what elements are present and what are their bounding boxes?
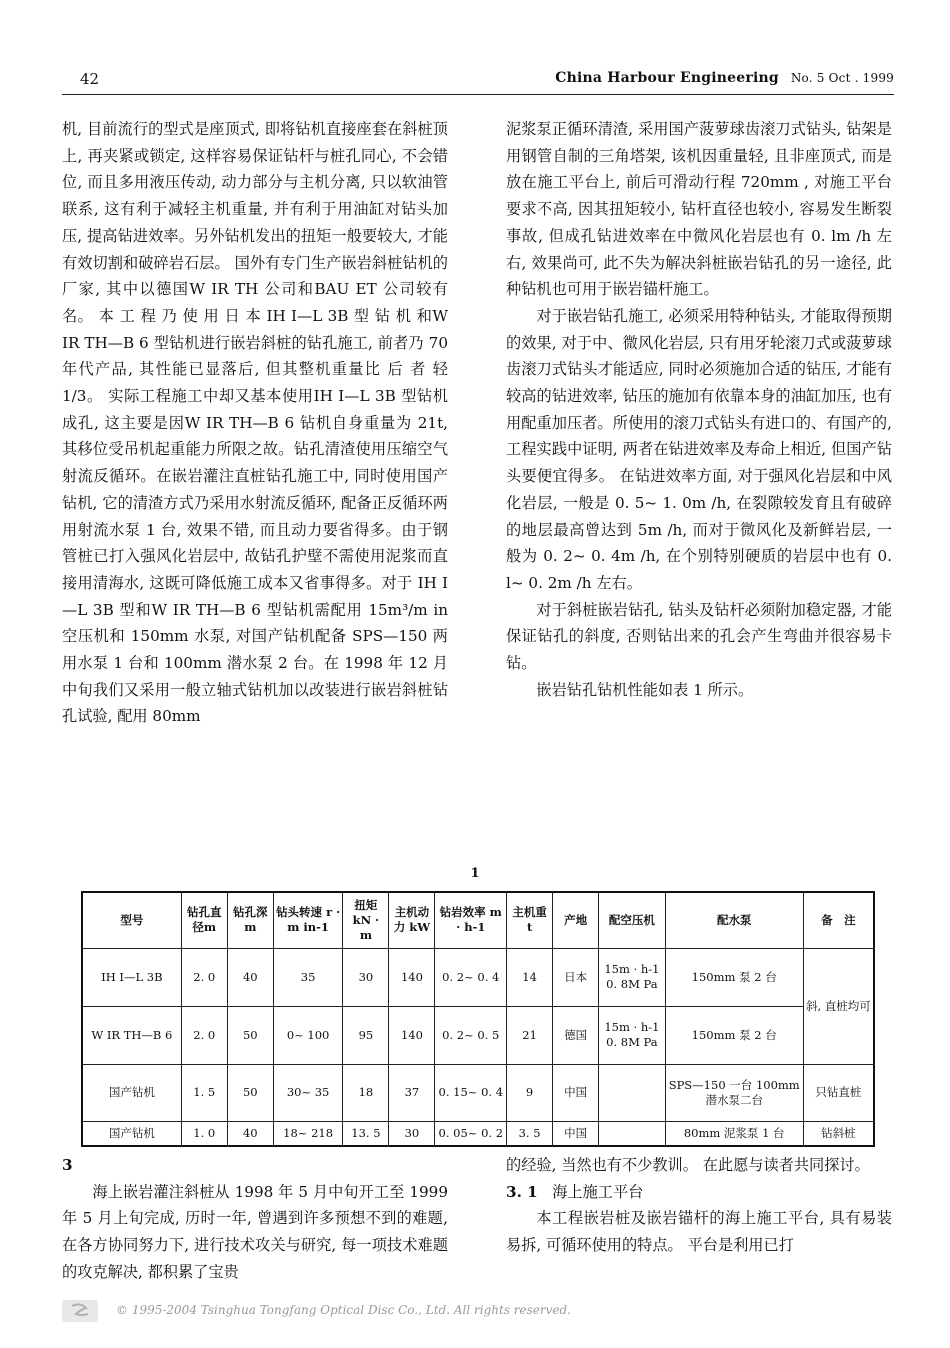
table-cell: 50: [227, 1006, 273, 1064]
table-cell: 150mm 泵 2 台: [665, 948, 803, 1006]
section-3-right: [506, 1152, 892, 1259]
table-row: [82, 1121, 874, 1146]
table-cell: 35: [273, 948, 343, 1006]
table-cell: 2. 0: [181, 948, 227, 1006]
table-cell: 1. 0: [181, 1121, 227, 1146]
table-cell: 50: [227, 1064, 273, 1121]
table-cell: [599, 1064, 666, 1121]
table-header-cell: 主机重 t: [507, 892, 553, 948]
left-paragraph-1: 机, 目前流行的型式是座顶式, 即将钻机直接座套在斜桩顶上, 再夹紧或锁定, 这样容易保证钻杆与桩孔同心, 不会错位, 而且多用液压传动, 动力部分与主机分离, 只以软油管联系, 这有利于减轻主机重量, 并有利于用油缸对钻头加压, 提高钻进效率。另外钻机发出的扭矩一般要较大, 才能有效切割和破碎岩石层。 国外有专门生产嵌岩斜桩钻机的厂家, 其中以德国W IR TH 公司和BAU ET 公司较有名。 本 工 程 乃 使 用 日 本 IH I—L 3B 型 钻 机 和W IR TH—B 6 型钻机进行嵌岩斜桩的钻孔施工, 前者乃 70 年代产品, 其性能已显落后, 但其整机重量比 后 者 轻 1/3。 实际工程施工中却又基本使用IH I—L 3B 型钻机成孔, 这主要是因W IR TH—B 6 钻机自身重量为 21t, 其移位受吊机起重能力所限之故。钻孔清渣使用压缩空气射流反循环。在嵌岩灌注直桩钻孔施工中, 同时使用国产钻机, 它的清渣方式乃采用水射流反循环, 配备正反循环两用射流水泵 1 台, 效果不错, 而且动力要省得多。由于钢管桩已打入强风化岩层中, 故钻孔护壁不需使用泥浆而直接用清海水, 这既可降低施工成本又省事得多。对于 IH I—L 3B 型和W IR TH—B 6 型钻机需配用 15m³/m in 空压机和 150mm 水泵, 对国产钻机配备 SPS—150 两用水泵 1 台和 100mm 潜水泵 2 台。在 1998 年 12 月中旬我们又采用一般立轴式钻机加以改装进行嵌岩斜桩钻孔试验, 配用 80mm: [62, 120, 448, 726]
table-cell: 0. 15~ 0. 4: [435, 1064, 507, 1121]
table-cell: 德国: [553, 1006, 599, 1064]
left-column: [62, 116, 448, 730]
section-number: 3: [62, 1156, 73, 1174]
table-cell: 40: [227, 948, 273, 1006]
page-number: 42: [80, 70, 100, 88]
subsection-paragraph: 本工程嵌岩桩及嵌岩锚杆的海上施工平台, 具有易装易拆, 可循环使用的特点。 平台是利用已打: [506, 1209, 892, 1255]
table-cell: 95: [343, 1006, 389, 1064]
table-cell: 14: [507, 948, 553, 1006]
table-cell: 37: [389, 1064, 435, 1121]
journal-issue: No. 5 Oct . 1999: [790, 71, 894, 85]
table-cell: 国产钻机: [82, 1064, 181, 1121]
table-cell: W IR TH—B 6: [82, 1006, 181, 1064]
section-3-paragraph-1-cont: 的经验, 当然也有不少教训。 在此愿与读者共同探讨。: [506, 1156, 870, 1174]
table-header-cell: 钻孔深m: [227, 892, 273, 948]
table-header-cell: 型号: [82, 892, 181, 948]
table-cell: 13. 5: [343, 1121, 389, 1146]
section-3-left: [62, 1152, 448, 1286]
table-cell: 140: [389, 948, 435, 1006]
section-3-paragraph-1: 海上嵌岩灌注斜桩从 1998 年 5 月中旬开工至 1999 年 5 月上旬完成, 历时一年, 曾遇到许多预想不到的难题, 在各方协同努力下, 进行技术攻关与研究, 每一项技术难题的攻克解决, 都积累了宝贵: [62, 1182, 448, 1281]
table-cell: 9: [507, 1064, 553, 1121]
table-cell: 3. 5: [507, 1121, 553, 1146]
page-header: [62, 70, 894, 95]
journal-name: China Harbour Engineering: [555, 70, 779, 86]
table-cell: 0. 2~ 0. 5: [435, 1006, 507, 1064]
table-row: [82, 1064, 874, 1121]
journal-title: [555, 70, 894, 86]
table-header-cell: 钻岩效率 m · h-1: [435, 892, 507, 948]
table-cell: 18~ 218: [273, 1121, 343, 1146]
table-cell: 18: [343, 1064, 389, 1121]
right-paragraph-2: 对于嵌岩钻孔施工, 必须采用特种钻头, 才能取得预期的效果, 对于中、微风化岩层, 只有用牙轮滚刀式或菠萝球齿滚刀式钻头才能适应, 同时必须施加合适的钻压, 才能有较高的钻进效率, 钻压的施加有依靠本身的油缸加压, 也有用配重加压者。所使用的滚刀式钻头有进口的、有国产的, 工程实践中证明, 两者在钻进效率及寿命上相近, 但国产钻头要便宜得多。 在钻进效率方面, 对于强风化岩层和中风化岩层, 一般是 0. 5~ 1. 0m /h, 在裂隙较发育且有破碎的地层最高曾达到 5m /h, 而对于微风化及新鲜岩层, 一般为 0. 2~ 0. 4m /h, 在个别特别硬质的岩层中也有 0. l~ 0. 2m /h 左右。: [506, 306, 892, 592]
subsection-number: 3. 1: [506, 1182, 538, 1201]
table-cell: 1. 5: [181, 1064, 227, 1121]
table-header-cell: 配空压机: [599, 892, 666, 948]
table-cell: IH I—L 3B: [82, 948, 181, 1006]
table-cell: 日本: [553, 948, 599, 1006]
table-cell: SPS—150 一台 100mm 潜水泵二台: [665, 1064, 803, 1121]
right-paragraph-1: 泥浆泵正循环清渣, 采用国产菠萝球齿滚刀式钻头, 钻架是用钢管自制的三角塔架, 该机因重量轻, 且非座顶式, 而是放在施工平台上, 前后可滑动行程 720mm , 对施工平台要求不高, 因其扭矩较小, 钻杆直径也较小, 容易发生断裂事故, 但成孔钻进效率在中微风化岩层也有 0. lm /h 左右, 效果尚可, 此不失为解决斜桩嵌岩钻孔的另一途径, 此种钻机也可用于嵌岩锚杆施工。: [506, 120, 892, 299]
drill-performance-table: [81, 891, 875, 1147]
table-cell: 钻斜桩: [803, 1121, 874, 1146]
subsection-title: 海上施工平台: [552, 1182, 644, 1201]
table-cell: 140: [389, 1006, 435, 1064]
right-paragraph-3: 对于斜桩嵌岩钻孔, 钻头及钻杆必须附加稳定器, 才能保证钻孔的斜度, 否则钻出来的孔会产生弯曲并很容易卡钻。: [506, 600, 892, 673]
table-row: [82, 1006, 874, 1064]
table-cell: 40: [227, 1121, 273, 1146]
table-header-row: [82, 892, 874, 948]
right-paragraph-4: 嵌岩钻孔钻机性能如表 1 所示。: [536, 680, 754, 699]
table-cell: 只钻直桩: [803, 1064, 874, 1121]
table-cell: 2. 0: [181, 1006, 227, 1064]
table-cell: 30~ 35: [273, 1064, 343, 1121]
table-cell-merged-note: 斜, 直桩均可: [803, 948, 874, 1064]
table-header-cell: 主机动力 kW: [389, 892, 435, 948]
table-cell: 21: [507, 1006, 553, 1064]
table-cell: 15m · h-1 0. 8M Pa: [599, 1006, 666, 1064]
table-cell: 30: [343, 948, 389, 1006]
table-header-cell: 备 注: [803, 892, 874, 948]
table-cell: 0~ 100: [273, 1006, 343, 1064]
table-row: [82, 948, 874, 1006]
table-cell: 中国: [553, 1064, 599, 1121]
table-cell: 0. 05~ 0. 2: [435, 1121, 507, 1146]
table-cell: [599, 1121, 666, 1146]
publisher-logo-icon: [62, 1300, 98, 1322]
table-header-cell: 配水泵: [665, 892, 803, 948]
table-title: 1: [470, 866, 480, 881]
table-header-cell: 钻孔直径m: [181, 892, 227, 948]
copyright-notice: © 1995-2004 Tsinghua Tongfang Optical Disc Co., Ltd. All rights reserved.: [116, 1303, 571, 1317]
table-cell: 中国: [553, 1121, 599, 1146]
table-cell: 国产钻机: [82, 1121, 181, 1146]
table-header-cell: 产地: [553, 892, 599, 948]
table-cell: 150mm 泵 2 台: [665, 1006, 803, 1064]
right-column: [506, 116, 892, 703]
table-cell: 30: [389, 1121, 435, 1146]
table-header-cell: 扭矩 kN · m: [343, 892, 389, 948]
table-header-cell: 钻头转速 r · m in-1: [273, 892, 343, 948]
table-cell: 80mm 泥浆泵 1 台: [665, 1121, 803, 1146]
table-cell: 0. 2~ 0. 4: [435, 948, 507, 1006]
subsection-heading: [506, 1179, 892, 1206]
table-cell: 15m · h-1 0. 8M Pa: [599, 948, 666, 1006]
page-footer: [62, 1300, 894, 1324]
